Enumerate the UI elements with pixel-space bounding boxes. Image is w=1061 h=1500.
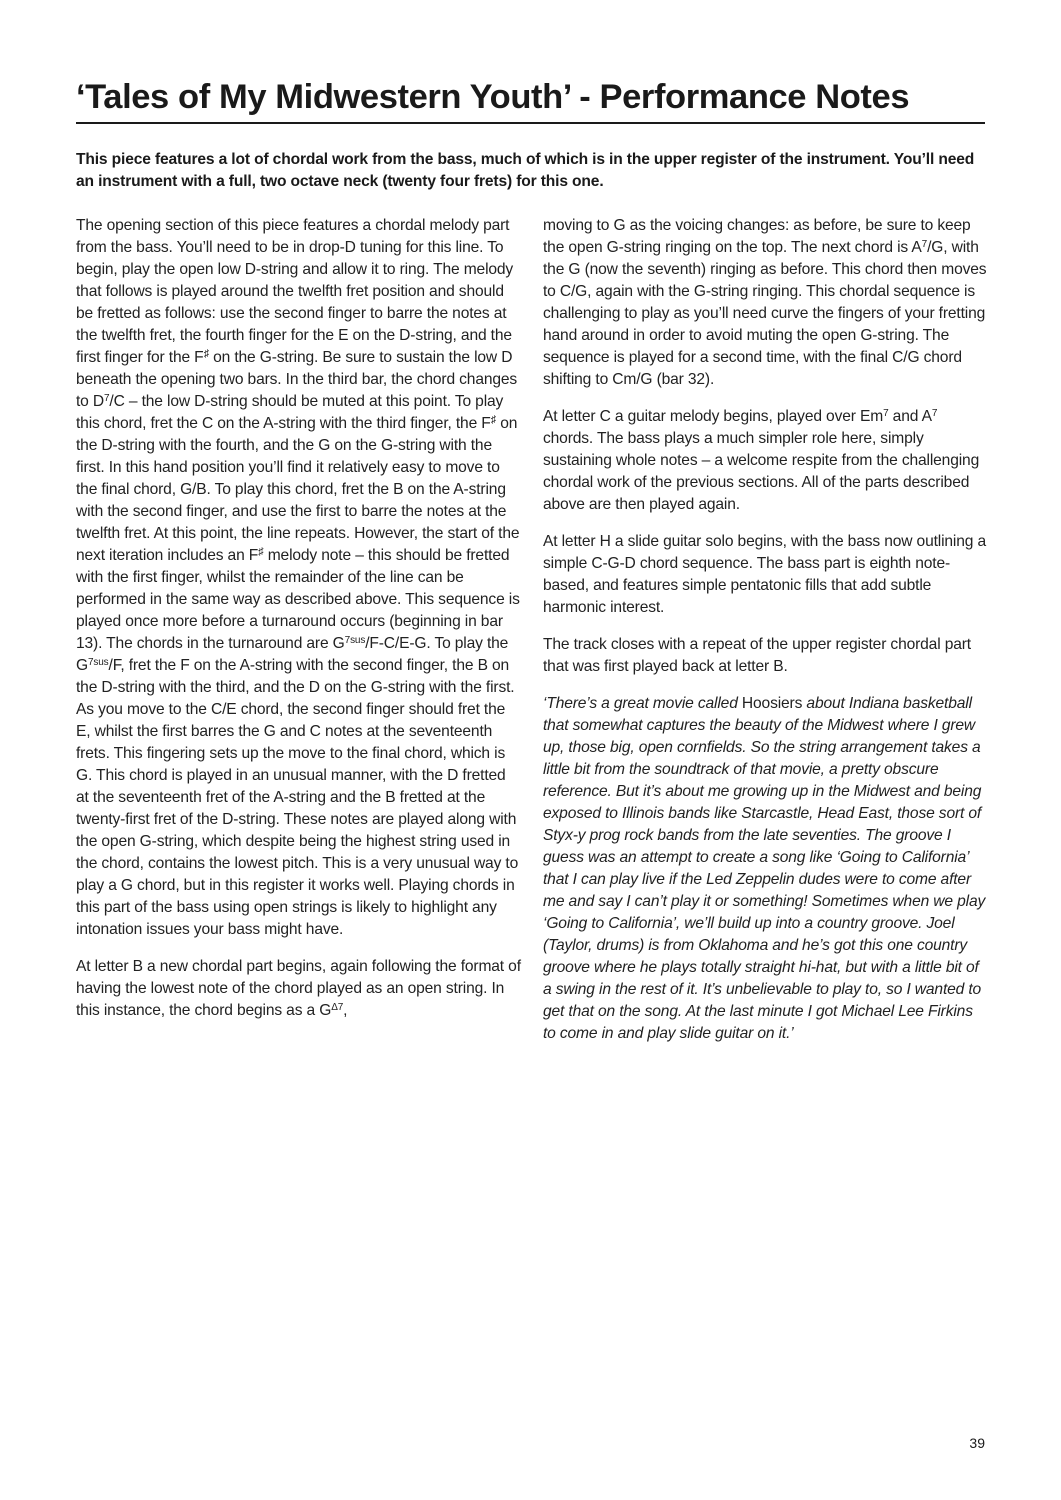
intro-paragraph: This piece features a lot of chordal work from the bass, much of which is in the upper register of the instrument. You’ll need an instrument with a full, two octave neck (twenty four frets) for this one. — [76, 151, 975, 190]
text-segment: At letter C a guitar melody begins, played over Em — [543, 408, 884, 425]
text-segment: on the D-string with the fourth, and the G on the G-string with the first. In this hand position you’ll find it relatively easy to move to the final chord, G/B. To play this chord, fret the B on the A-string with the second finger, and use the first to barre the notes at the twelfth fret. At this point, the line repeats. However, the start of the next iteration includes an F — [76, 415, 520, 564]
text-segment: At letter B a new chordal part begins, again following the format of having the lowest note of the chord played as an open string. In this instance, the chord begins as a G — [76, 958, 521, 1019]
text-segment: The opening section of this piece features a chordal melody part from the bass. You’ll need to be in drop-D tuning for this line. To begin, play the open low D-string and allow it to ring. The melody that follows is played around the twelfth fret position and should be fretted as follows: use the second finger to barre the notes at the twelfth fret, the fourth finger for the E on the D-string, and the first finger for the F — [76, 217, 514, 366]
text-segment: on the G-string. Be sure to sustain the low D beneath the opening two bars. In the third bar, the chord changes to D — [76, 349, 518, 410]
text-segment: ‘There’s a great movie called — [543, 695, 742, 712]
sharp-symbol: ♯ — [490, 414, 497, 426]
chord-superscript: 7 — [883, 408, 889, 419]
chord-superscript: 7 — [931, 408, 938, 419]
chord-superscript: Δ7 — [331, 1002, 344, 1013]
text-segment: moving to G as the voicing changes: as before, be sure to keep the open G-string ringing on the top. The next chord is A — [543, 217, 971, 256]
text-segment: /G, with the G (now the seventh) ringing as before. This chord then moves to C/G, again with the G-string ringing. This chordal sequence is challenging to play as you’ll need curve the fingers of your fretting hand around in order to avoid muting the open G-string. The sequence is played for a second time, with the final C/G chord shifting to Cm/G (bar 32). — [543, 239, 987, 388]
text-segment: and A — [888, 408, 932, 425]
paragraph-closing: The track closes with a repeat of the upper register chordal part that was first played back at letter B. — [543, 636, 971, 675]
paragraph-letter-c — [543, 406, 988, 516]
text-segment: , — [343, 1002, 348, 1019]
chord-superscript: 7 — [921, 239, 928, 250]
text-segment: chords. The bass plays a much simpler role here, simply sustaining whole notes – a welcome respite from the challenging chordal work of the previous sections. All of the parts described above are then played again. — [543, 430, 980, 513]
chord-superscript: 7sus — [87, 657, 109, 668]
sharp-symbol: ♯ — [203, 348, 209, 360]
film-title: Hoosiers — [741, 695, 803, 712]
page-title: ‘Tales of My Midwestern Youth’ - Performance Notes — [76, 78, 910, 116]
text-segment: about Indiana basketball that somewhat captures the beauty of the Midwest where I grew up, those big, open cornfields. So the string arrangement takes a little bit from the soundtrack of that movie, a pretty obscure reference. But it’s about me growing up in the Midwest and being exposed to Illinois bands like Starcastle, Head East, those sort of Styx-y prog rock bands from the late seventies. The groove I guess was an attempt to create a song like ‘Going to California’ that I can play live if the Led Zeppelin dudes were to come after me and say I can’t play it or something! Sometimes when we play ‘Going to California’, we’ll build up into a country groove. Joel (Taylor, drums) is from Oklahoma and he’s got this one country groove where he plays totally straight hi-hat, but with a little bit of a swing in the rest of it. It’s unbelievable to play to, so I wanted to get that on the song. At the last minute I got Michael Lee Firkins to come in and play slide guitar on it.’ — [543, 695, 986, 1042]
right-column — [543, 215, 988, 1060]
sharp-symbol: ♯ — [258, 546, 264, 558]
title-divider — [76, 122, 985, 124]
paragraph-letter-b — [76, 956, 521, 1022]
chord-superscript: 7sus — [344, 635, 366, 646]
artist-quote — [543, 693, 988, 1045]
page-number: 39 — [969, 1435, 985, 1451]
text-segment: /F-C/E-G. To play the G — [76, 635, 509, 674]
text-segment: /F, fret the F on the A-string with the second finger, the B on the D-string with the third, and the D on the G-string with the first. As you move to the C/E chord, the second finger should fret the E, whilst the first barres the G and C notes at the seventeenth frets. This fingering sets up the move to the final chord, which is G. This chord is played in an unusual manner, with the D fretted at the seventeenth fret of the A-string and the B fretted at the twenty-first fret of the D-string. These notes are played along with the open G-string, which despite being the highest string used in the chord, contains the lowest pitch. This is a very unusual way to play a G chord, but in this register it works well. Playing chords in this part of the bass using open strings is likely to highlight any intonation issues your bass might have. — [76, 657, 519, 938]
chord-superscript: 7 — [104, 393, 110, 404]
text-segment: melody note – this should be fretted with the first finger, whilst the remainder of the line can be performed in the same way as described above. This sequence is played once more before a turnaround occurs (beginning in bar 13). The chords in the turnaround are G — [76, 547, 520, 652]
text-segment: /C – the low D-string should be muted at this point. To play this chord, fret the C on the A-string with the third finger, the F — [76, 393, 504, 432]
left-column — [76, 215, 521, 1037]
paragraph-opening-section — [76, 215, 521, 941]
paragraph-letter-b-continued — [543, 215, 988, 391]
paragraph-letter-h: At letter H a slide guitar solo begins, with the bass now outlining a simple C-G-D chord sequence. The bass part is eighth note-based, and features simple pentatonic fills that add subtle harmonic interest. — [543, 533, 986, 616]
